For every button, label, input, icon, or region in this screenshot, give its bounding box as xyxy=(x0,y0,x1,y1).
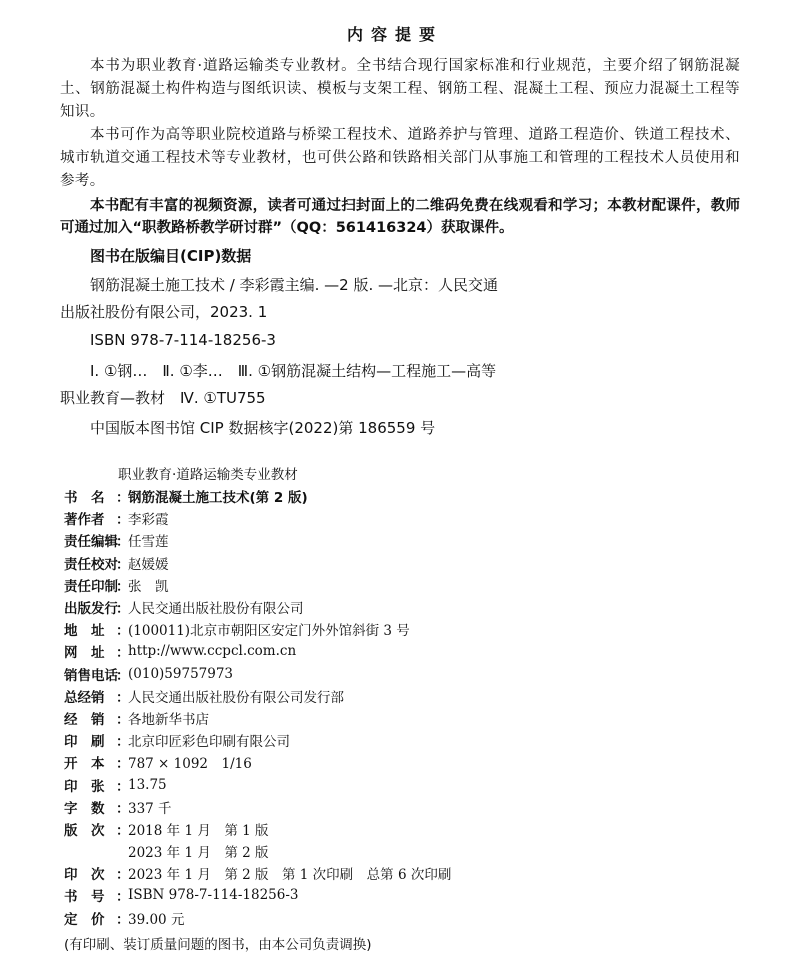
series-name: 职业教育·道路运输类专业教材 xyxy=(118,467,298,483)
colophon-label: 印 张 xyxy=(64,778,105,795)
colophon-row xyxy=(64,596,451,618)
colophon-label: 责任印制 xyxy=(64,578,118,595)
colophon-colon: ： xyxy=(116,756,130,773)
colophon-row xyxy=(64,618,451,640)
colophon-row xyxy=(64,862,451,884)
colophon-colon: ： xyxy=(116,822,130,839)
summary-paragraph-1: 本书为职业教育·道路运输类专业教材。全书结合现行国家标准和行业规范，主要介绍了钢筋混凝土、钢筋混凝土构件构造与图纸识读、模板与支架工程、钢筋工程、混凝土工程、预应力混凝土工程等知识。 xyxy=(60,58,740,120)
colophon-label: 总经销 xyxy=(64,689,105,706)
colophon-row xyxy=(64,884,451,906)
colophon-label: 印 刷 xyxy=(64,734,105,751)
colophon-label: 字 数 xyxy=(64,800,105,817)
colophon-value: (010)59757973 xyxy=(128,665,234,682)
colophon-label: 经 销 xyxy=(64,711,105,728)
colophon-label: 书 名 xyxy=(64,490,105,507)
colophon-value: 39.00 元 xyxy=(128,911,185,928)
colophon-colon: ： xyxy=(116,512,130,529)
colophon-row xyxy=(64,840,451,862)
colophon-value: 人民交通出版社股份有限公司 xyxy=(128,601,304,618)
colophon-value: 人民交通出版社股份有限公司发行部 xyxy=(128,689,344,706)
colophon-colon: ： xyxy=(116,534,130,551)
colophon-value: ISBN 978-7-114-18256-3 xyxy=(128,887,299,904)
colophon-colon: ： xyxy=(116,578,130,595)
colophon-label: 出版发行 xyxy=(64,601,118,618)
colophon-label: 印 次 xyxy=(64,867,105,884)
colophon-value: 2023 年 1 月 第 2 版 xyxy=(128,845,269,862)
colophon-label: 版 次 xyxy=(64,822,105,839)
colophon-colon: ： xyxy=(116,889,130,906)
colophon-value: 337 千 xyxy=(128,800,172,817)
cip-heading: 图书在版编目(CIP)数据 xyxy=(90,247,252,265)
colophon-colon: ： xyxy=(116,667,130,684)
colophon-value: 2018 年 1 月 第 1 版 xyxy=(128,822,269,839)
cip-classification: Ⅰ. ①钢… Ⅱ. ①李… Ⅲ. ①钢筋混凝土结构—工程施工—高等职业教育—教材 Ⅳ. ①TU755 xyxy=(60,362,497,407)
colophon-row xyxy=(64,574,451,596)
colophon-row xyxy=(64,552,451,574)
colophon-label: 网 址 xyxy=(64,645,105,662)
cip-entry: 钢筋混凝土施工技术 / 李彩霞主编. —2 版. —北京：人民交通出版社股份有限公司，2023. 1 xyxy=(60,276,498,321)
cip-isbn: ISBN 978-7-114-18256-3 xyxy=(90,331,276,349)
colophon-row xyxy=(64,796,451,818)
colophon-row xyxy=(64,640,451,662)
colophon-value: 13.75 xyxy=(128,776,167,793)
colophon-value: 赵媛媛 xyxy=(128,556,169,573)
summary-section xyxy=(60,55,740,239)
colophon-colon: ： xyxy=(116,689,130,706)
cip-verification: 中国版本图书馆 CIP 数据核字(2022)第 186559 号 xyxy=(90,419,436,437)
colophon-row xyxy=(64,773,451,795)
colophon-row xyxy=(64,818,451,840)
colophon-label: 地 址 xyxy=(64,623,105,640)
colophon-colon: ： xyxy=(116,601,130,618)
colophon-colon: ： xyxy=(116,556,130,573)
colophon-row xyxy=(64,751,451,773)
colophon-value: 各地新华书店 xyxy=(128,711,209,728)
colophon-row xyxy=(64,507,451,529)
colophon-label: 定 价 xyxy=(64,911,105,928)
colophon-colon: ： xyxy=(116,911,130,928)
colophon-label: 开 本 xyxy=(64,756,105,773)
colophon-value: 张 凯 xyxy=(128,578,169,595)
summary-paragraph-2: 本书可作为高等职业院校道路与桥梁工程技术、道路养护与管理、道路工程造价、铁道工程技术、城市轨道交通工程技术等专业教材，也可供公路和铁路相关部门从事施工和管理的工程技术人员使用和参考。 xyxy=(60,127,740,189)
colophon-label: 著作者 xyxy=(64,512,105,529)
colophon-label: 责任校对 xyxy=(64,556,118,573)
colophon-value: 钢筋混凝土施工技术(第 2 版) xyxy=(128,490,308,507)
colophon-colon: ： xyxy=(116,711,130,728)
colophon-row xyxy=(64,707,451,729)
colophon-row xyxy=(64,729,451,751)
colophon-label: 责任编辑 xyxy=(64,534,118,551)
colophon-colon: ： xyxy=(116,490,130,507)
colophon-row xyxy=(64,663,451,685)
colophon-value: 李彩霞 xyxy=(128,512,169,529)
colophon-row xyxy=(64,685,451,707)
colophon-colon: ： xyxy=(116,800,130,817)
colophon-value: 任雪莲 xyxy=(128,534,169,551)
colophon-row xyxy=(64,485,451,507)
summary-title: 内容提要 xyxy=(346,25,443,44)
colophon-colon: ： xyxy=(116,645,130,662)
colophon-table xyxy=(64,485,451,929)
colophon-row xyxy=(64,907,451,929)
colophon-label: 书 号 xyxy=(64,889,105,906)
colophon-colon: ： xyxy=(116,778,130,795)
colophon-colon: ： xyxy=(116,734,130,751)
colophon-value: 787 × 1092 1/16 xyxy=(128,756,252,773)
colophon-value: (100011)北京市朝阳区安定门外外馆斜街 3 号 xyxy=(128,623,410,640)
colophon-value: 北京印匠彩色印刷有限公司 xyxy=(128,734,290,751)
colophon-colon: ： xyxy=(116,867,130,884)
summary-video-notice: 本书配有丰富的视频资源，读者可通过扫封面上的二维码免费在线观看和学习；本教材配课件，教师可通过加入“职教路桥教学研讨群”（QQ：561416324）获取课件。 xyxy=(60,198,740,236)
colophon-row xyxy=(64,529,451,551)
colophon-value: 2023 年 1 月 第 2 版 第 1 次印刷 总第 6 次印刷 xyxy=(128,867,452,884)
colophon-label: 销售电话 xyxy=(64,667,118,684)
colophon-colon: ： xyxy=(116,623,130,640)
colophon-value: http://www.ccpcl.com.cn xyxy=(128,643,297,660)
quality-notice: (有印刷、装订质量问题的图书，由本公司负责调换) xyxy=(64,937,372,953)
